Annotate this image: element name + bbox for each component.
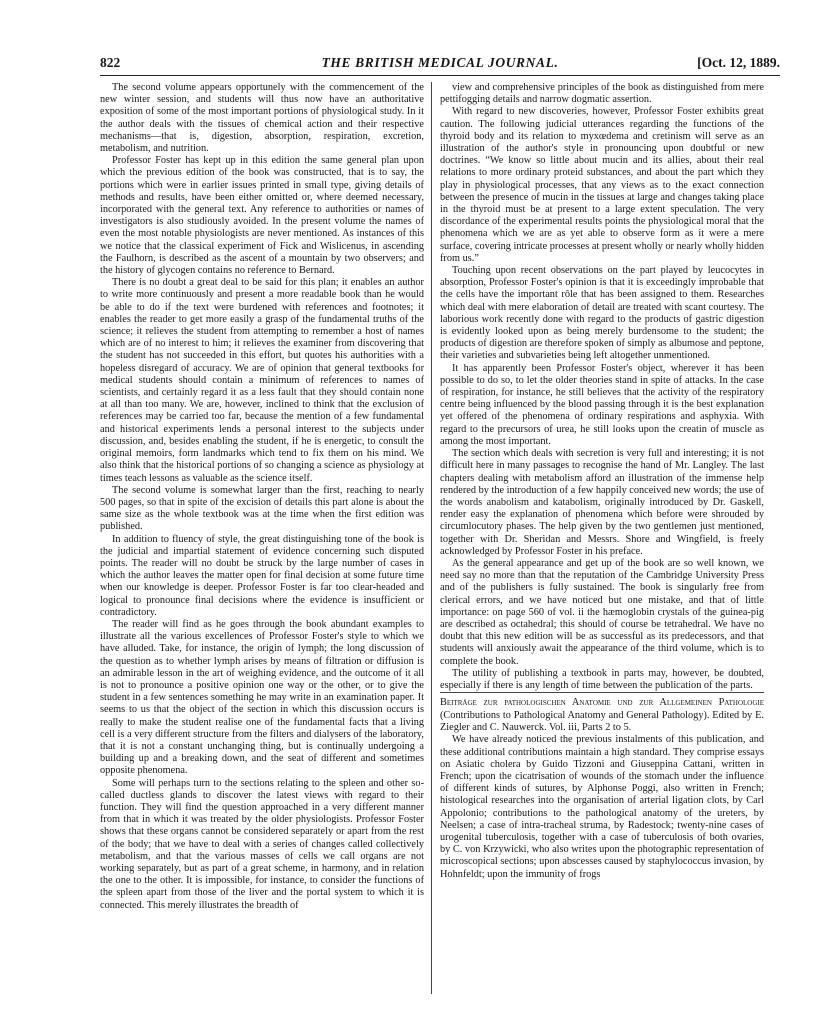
paragraph: The second volume appears opportunely with the commencement of the new winter session, and students will thus now have an authoritative exposition of some of the most important portions of physiological study. In it the author deals with the tissues of chemical action and their respective mechanisms—that is, digestion, absorption, respiration, excretion, metabolism, and nutrition.: [100, 82, 424, 155]
review-book-details: (Contributions to Pathological Anatomy and General Pathology). Edited by E. Ziegler and C. Nauwerck. Vol. iii, Parts 2 to 5.: [440, 709, 764, 733]
paragraph: The utility of publishing a textbook in parts may, however, be doubted, especially if there is any length of time between the publication of the parts.: [440, 667, 764, 691]
paragraph: Professor Foster has kept up in this edition the same general plan upon which the previous edition of the book was constructed, that is to say, the portions which were in earlier issues printed in small type, giving details of methods and results, have been either omitted or, where deemed necessary, incorporated with the general text. Any reference to authorities or names of investigators is also studiously avoided. In the present volume the names of even the most notable physiologists are never mentioned. As instances of this we notice that the classical experiment of Fick and Wislicenus, in ascending the Faulhorn, is described as the ascent of a mountain by two observers; and the history of glycogen contains no reference to Bernard.: [100, 155, 424, 277]
page-number: 822: [100, 55, 121, 70]
review-book-title: Beiträge zur pathologischen Anatomie und zur Allgemeinen Pathologie: [440, 697, 764, 709]
issue-date: [Oct. 12, 1889.: [697, 55, 780, 70]
paragraph: view and comprehensive principles of the book as distinguished from mere pettifogging details and narrow dogmatic assertion.: [440, 82, 764, 106]
header-rule: [100, 75, 780, 76]
paragraph: With regard to new discoveries, however, Professor Foster exhibits great caution. The following judicial utterances regarding the functions of the thyroid body and its relation to myxœdema and cretinism will serve as an illustration of the author's style in pronouncing upon doubtful or new doctrines. “We know so little about mucin and its allies, about their real relations to more ordinary proteid substances, and about the part which they play in physiological processes, that any views as to the exact connection between the presence of mucin in the tissues at large and changes taking place in the thyroid must be at present to a large extent speculation. The very discordance of the experimental results points the physiological moral that the phenomena which we are as yet able to observe form as it were a mere surface, covering intricate processes at present wholly or nearly wholly hidden from us.”: [440, 106, 764, 264]
running-header: [100, 54, 780, 72]
paragraph: As the general appearance and get up of the book are so well known, we need say no more than that the reputation of the Cambridge University Press and of the publishers is fully sustained. The book is singularly free from clerical errors, and we have noticed but one mistake, and that of little importance: on page 560 of vol. ii the hæmoglobin crystals of the guinea-pig are described as octahedral; this should of course be tetrahedral. We have no doubt that this new edition will be as successful as its predecessors, and that students will anxiously await the appearance of the third volume, which is to complete the book.: [440, 557, 764, 667]
paragraph: The reader will find as he goes through the book abundant examples to illustrate all the various excellences of Professor Foster's style to which we have alluded. Take, for instance, the origin of lymph; the long discussion of the question as to whether lymph arises by means of filtration or diffusion is an admirable lesson in the art of weighing evidence, and the outcome of it all is not to pronounce a positive opinion one way or the other, or to give the student in a few sentences something he may write in an examination paper. It seems to us that the object of the section in which this discussion occurs is really to make the student realise one of the fundamental facts that a living cell is a very different structure from the filters and dialysers of the laboratory, that it is not a constant unchanging thing, but is continually undergoing a building up and a breaking down, and the seat of different and sometimes opposite phenomena.: [100, 618, 424, 777]
paragraph: The second volume is somewhat larger than the first, reaching to nearly 500 pages, so that in spite of the excision of details this part alone is about the same size as the whole textbook was at the time when the first edition was published.: [100, 484, 424, 533]
paragraph: Some will perhaps turn to the sections relating to the spleen and other so-called ductless glands to discover the latest views with regard to their function. They will find the question approached in a very different manner from that in which it was treated by the older physiologists. Professor Foster shows that these organs cannot be considered separately or apart from the rest of the body; that we have to deal with a series of changes called collectively metabolism, and that the various masses of cells we call organs are not working separately, but as part of a great scheme, in harmony, and in relation the one to the other. It is impossible, for instance, to consider the functions of the spleen apart from those of the liver and the portal system to which it is connected. This merely illustrates the breadth of: [100, 777, 424, 911]
paragraph: There is no doubt a great deal to be said for this plan; it enables an author to write more continuously and present a more readable book than he would be able to do if the text were burdened with references and footnotes; it enables the reader to get more easily a grasp of the fundamental truths of the science; it relieves the student from attempting to remember a host of names which are of no interest to him; it relieves the examiner from discovering that the student has not succeeded in this effort, but quotes his authorities with a hopeless disregard of accuracy. We are of opinion that general textbooks for medical students should contain a minimum of references to names of scientists, and certainly regard it as a less fault that they should contain none at all than too many. We are, however, inclined to think that the exclusion of references may be carried too far, because the mention of a few fundamental and historical experiments lends a personal interest to the subjects under discussion, and, besides enabling the student, if he is energetic, to consult the original memoirs, form landmarks which tend to fix them on his mind. We also think that the historical portions of so changing a science as physiology at times teach lessons as valuable as the science itself.: [100, 277, 424, 484]
right-column: [440, 82, 764, 997]
review-paragraph: We have already noticed the previous instalments of this publication, and these additional contributions maintain a high standard. They comprise essays on Asiatic cholera by Guido Tizzoni and Giuseppina Cattani, written in French; upon the cicatrisation of wounds of the stomach under the influence of different kinds of sutures, by Alphonse Poggi, also written in French; histological researches into the organisation of arterial ligation clots, by Carl Appolonio; contributions to the pathological anatomy of the ureters, by Neelsen; a case of intra-tracheal struma, by Radestock; twenty-nine cases of urogenital tuberculosis, together with a case of tuberculosis of both ovaries, by C. von Krzywicki, who also writes upon the photographic representation of microscopical sections; upon abscesses caused by staphylococcus invasion, by Hohnfeldt; upon the immunity of frogs: [440, 734, 764, 880]
column-divider: [431, 82, 432, 994]
paragraph: It has apparently been Professor Foster's object, wherever it has been possible to do so, to let the older theories stand in spite of attacks. In the case of respiration, for instance, he still believes that the activity of the respiratory centre being influenced by the blood passing through it is the best explanation yet offered of the phenomena of ordinary respirations and asphyxia. With regard to the precursors of urea, he still looks upon the creatin of muscle as among the most important.: [440, 362, 764, 447]
review-heading: [440, 692, 764, 734]
paragraph: In addition to fluency of style, the great distinguishing tone of the book is the judicial and impartial statement of evidence concerning such disputed points. The reader will no doubt be struck by the large number of cases in which the author leaves the matter open for final decision at some future time when our knowledge is deeper. Professor Foster is far too clear-headed and logical to pronounce final decisions where the evidence is insufficient or contradictory.: [100, 533, 424, 618]
journal-title: THE BRITISH MEDICAL JOURNAL.: [321, 55, 559, 70]
paragraph: The section which deals with secretion is very full and interesting; it is not difficult here in many passages to recognise the hand of Mr. Langley. The last chapters dealing with metabolism afford an illustration of the immense help rendered by the introduction of a few happily conceived new words; the use of the words anabolism and katabolism, originally introduced by Dr. Gaskell, render easy the explanation of phenomena which before were shrouded by circumlocutory phases. The help given by the two gentlemen just mentioned, together with Dr. Sheridan and Messrs. Shore and Wingfield, is freely acknowledged by Professor Foster in his preface.: [440, 448, 764, 557]
paragraph: Touching upon recent observations on the part played by leucocytes in absorption, Professor Foster's opinion is that it is exceedingly improbable that the cells have the important rôle that has been assigned to them. Researches which deal with mere elaboration of detail are treated with scant courtesy. The laborious work recently done with regard to the products of gastric digestion is evidently looked upon as being merely burdensome to the student; the products of digestion are therefore spoken of simply as albumose and peptone, their varieties and subvarieties being left altogether unmentioned.: [440, 265, 764, 362]
left-column: [100, 82, 424, 997]
